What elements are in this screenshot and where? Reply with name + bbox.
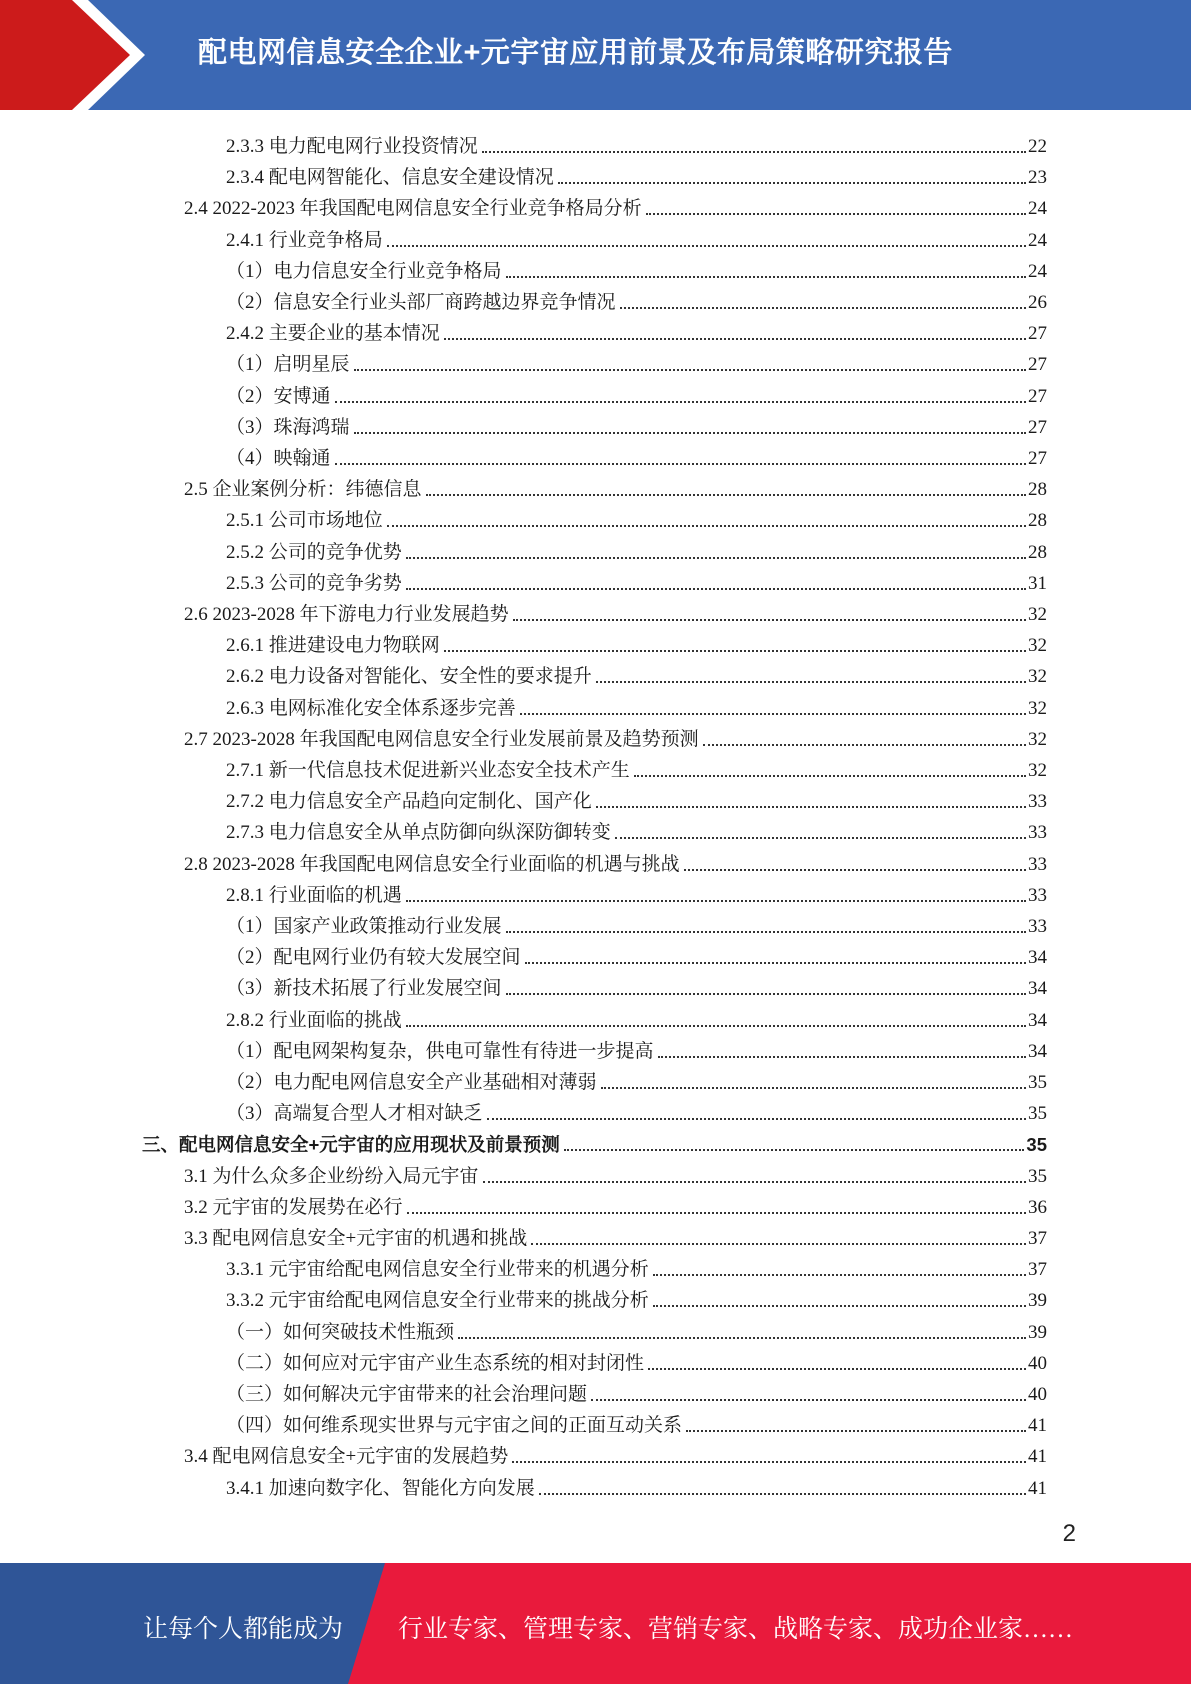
toc-leader-dots [487,1118,1026,1120]
toc-entry-page: 32 [1028,635,1047,657]
toc-entry[interactable] [184,1157,1047,1188]
toc-entry[interactable] [226,907,1047,938]
toc-entry-page: 35 [1028,1072,1047,1093]
toc-entry-title: （三）如何解决元宇宙带来的社会治理问题 [226,1384,588,1405]
toc-entry[interactable] [142,1125,1047,1156]
toc-leader-dots [615,837,1026,839]
toc-entry-page: 27 [1028,448,1047,469]
toc-entry-title: 2.8.1 行业面临的机遇 [226,884,402,906]
toc-entry[interactable] [226,657,1047,688]
toc-entry-title: 2.3.3 电力配电网行业投资情况 [226,136,478,157]
toc-entry[interactable] [184,1219,1047,1250]
toc-entry[interactable] [226,564,1047,595]
toc-entry[interactable] [226,1344,1047,1375]
toc-entry[interactable] [226,626,1047,657]
toc-leader-dots [525,962,1026,964]
toc-leader-dots [506,931,1026,933]
toc-entry-title: 3.3 配电网信息安全+元宇宙的机遇和挑战 [184,1228,528,1249]
toc-entry-title: 2.5.2 公司的竞争优势 [226,541,402,563]
toc-entry-page: 24 [1028,198,1047,220]
toc-leader-dots [483,1181,1026,1183]
toc-entry-page: 32 [1028,760,1047,781]
toc-entry[interactable] [226,1001,1047,1032]
toc-entry-title: （1）启明星辰 [226,354,350,376]
toc-entry[interactable] [226,127,1047,158]
toc-entry-title: 3.4.1 加速向数字化、智能化方向发展 [226,1477,535,1499]
toc-leader-dots [444,338,1026,340]
toc-entry-page: 33 [1028,822,1047,844]
toc-entry[interactable] [226,1313,1047,1344]
toc-entry-page: 28 [1028,510,1047,532]
toc-entry-title: （二）如何应对元宇宙产业生态系统的相对封闭性 [226,1352,645,1374]
toc-entry-title: 2.4.1 行业竞争格局 [226,229,383,251]
toc-entry[interactable] [184,845,1047,876]
toc-entry[interactable] [226,1250,1047,1281]
toc-leader-dots [646,213,1026,215]
toc-leader-dots [703,744,1026,746]
toc-entry-page: 33 [1028,884,1047,906]
toc-entry-title: 2.7 2023-2028 年我国配电网信息安全行业发展前景及趋势预测 [184,728,699,750]
toc-entry[interactable] [226,314,1047,345]
toc-entry[interactable] [184,470,1047,501]
toc-leader-dots [506,993,1026,995]
toc-entry-page: 41 [1028,1477,1047,1499]
toc-entry-title: （1）电力信息安全行业竞争格局 [226,260,502,282]
toc-entry-page: 32 [1028,728,1047,750]
toc-leader-dots [531,1243,1026,1245]
footer-slogan-right: 行业专家、管理专家、营销专家、战略专家、成功企业家…… [398,1616,1074,1643]
toc-leader-dots [406,900,1026,902]
footer-slogan-left: 让每个人都能成为 [143,1616,344,1643]
toc-entry-page: 24 [1028,229,1047,251]
report-footer [0,1563,1191,1684]
toc-entry-title: 2.8 2023-2028 年我国配电网信息安全行业面临的机遇与挑战 [184,853,680,875]
toc-entry-page: 40 [1028,1384,1047,1405]
toc-entry-page: 23 [1028,167,1047,189]
toc-entry-title: 3.4 配电网信息安全+元宇宙的发展趋势 [184,1446,509,1468]
toc-leader-dots [658,1056,1026,1058]
toc-entry-page: 40 [1028,1352,1047,1374]
toc-leader-dots [406,557,1026,559]
toc-entry-page: 39 [1028,1290,1047,1312]
toc-entry-page: 27 [1028,323,1047,345]
toc-entry-title: 3.3.2 元宇宙给配电网信息安全行业带来的挑战分析 [226,1290,649,1312]
toc-entry-title: 2.6.3 电网标准化安全体系逐步完善 [226,697,516,719]
toc-leader-dots [444,650,1026,652]
toc-entry[interactable] [226,969,1047,1000]
toc-entry-page: 35 [1026,1134,1047,1156]
toc-leader-dots [354,369,1026,371]
toc-leader-dots [601,1087,1026,1089]
toc-entry-title: 2.7.2 电力信息安全产品趋向定制化、国产化 [226,791,592,813]
toc-leader-dots [506,276,1026,278]
toc-entry-page: 22 [1028,136,1047,157]
toc-leader-dots [407,1212,1026,1214]
toc-entry-page: 28 [1028,479,1047,501]
toc-entry-page: 32 [1028,604,1047,625]
toc-entry-title: （2）安博通 [226,385,331,407]
toc-entry-title: 三、配电网信息安全+元宇宙的应用现状及前景预测 [142,1134,560,1156]
toc-entry-title: （4）映翰通 [226,448,331,469]
toc-leader-dots [354,432,1026,434]
toc-leader-dots [653,1305,1026,1307]
toc-entry-title: 2.6.2 电力设备对智能化、安全性的要求提升 [226,666,592,688]
toc-entry[interactable] [226,252,1047,283]
toc-entry-title: （1）国家产业政策推动行业发展 [226,916,502,937]
toc-entry-page: 26 [1028,292,1047,313]
toc-entry-page: 31 [1028,572,1047,594]
toc-entry[interactable] [226,876,1047,907]
toc-entry-page: 37 [1028,1228,1047,1249]
toc-leader-dots [406,588,1026,590]
toc-leader-dots [596,806,1026,808]
toc-leader-dots [686,1430,1026,1432]
toc-leader-dots [512,1461,1026,1463]
toc-entry-title: 2.5 企业案例分析：纬德信息 [184,479,422,501]
toc-entry-page: 34 [1028,947,1047,969]
toc-entry[interactable] [226,1032,1047,1063]
toc-leader-dots [539,1493,1026,1495]
toc-entry-title: （3）高端复合型人才相对缺乏 [226,1103,483,1125]
toc-entry-page: 34 [1028,1009,1047,1031]
toc-leader-dots [426,494,1026,496]
toc-entry-title: 2.5.3 公司的竞争劣势 [226,572,402,594]
toc-leader-dots [387,525,1026,527]
toc-entry[interactable] [184,1188,1047,1219]
toc-leader-dots [596,681,1026,683]
toc-entry-page: 36 [1028,1196,1047,1218]
toc-entry[interactable] [226,1375,1047,1406]
toc-entry[interactable] [184,1437,1047,1468]
toc-entry-title: 2.3.4 配电网智能化、信息安全建设情况 [226,167,554,189]
toc-entry-page: 35 [1028,1103,1047,1125]
toc-entry[interactable] [226,501,1047,532]
toc-entry[interactable] [226,751,1047,782]
toc-leader-dots [513,619,1026,621]
toc-entry-page: 39 [1028,1321,1047,1343]
toc-leader-dots [564,1149,1025,1151]
toc-entry-title: （3）珠海鸿瑞 [226,416,350,438]
toc-entry-title: （一）如何突破技术性瓶颈 [226,1321,455,1343]
toc-leader-dots [335,463,1026,465]
toc-entry-title: （四）如何维系现实世界与元宇宙之间的正面互动关系 [226,1415,683,1437]
toc-entry[interactable] [226,377,1047,408]
toc-entry-page: 41 [1028,1415,1047,1437]
toc-entry-title: 2.5.1 公司市场地位 [226,510,383,532]
toc-entry[interactable] [184,189,1047,220]
toc-entry[interactable] [226,408,1047,439]
toc-entry[interactable] [226,439,1047,470]
toc-entry-title: 2.7.3 电力信息安全从单点防御向纵深防御转变 [226,822,611,844]
toc-entry[interactable] [226,345,1047,376]
toc-leader-dots [406,1025,1026,1027]
toc-entry-title: （1）配电网架构复杂，供电可靠性有待进一步提高 [226,1040,654,1062]
toc-leader-dots [648,1368,1026,1370]
toc-entry[interactable] [226,1063,1047,1094]
toc-entry-title: 2.6 2023-2028 年下游电力行业发展趋势 [184,604,509,625]
toc-entry[interactable] [226,689,1047,720]
toc-entry[interactable] [226,1094,1047,1125]
toc-entry-page: 34 [1028,978,1047,1000]
toc-entry-page: 27 [1028,385,1047,407]
toc-entry-title: （2）配电网行业仍有较大发展空间 [226,947,521,969]
toc-leader-dots [458,1337,1026,1339]
toc-entry[interactable] [226,1406,1047,1437]
toc-entry-title: 2.4.2 主要企业的基本情况 [226,323,440,345]
toc-entry-page: 32 [1028,666,1047,688]
toc-entry-page: 33 [1028,791,1047,813]
header-arrow-decoration [0,0,160,110]
toc-entry-page: 34 [1028,1040,1047,1062]
toc-entry[interactable] [226,1469,1047,1500]
report-header [0,0,1191,110]
toc-leader-dots [387,245,1026,247]
toc-entry[interactable] [226,221,1047,252]
toc-entry-title: 2.8.2 行业面临的挑战 [226,1009,402,1031]
toc-leader-dots [335,401,1026,403]
toc-entry[interactable] [226,813,1047,844]
toc-entry-page: 24 [1028,260,1047,282]
toc-entry-page: 33 [1028,916,1047,937]
toc-entry-title: 3.1 为什么众多企业纷纷入局元宇宙 [184,1165,479,1187]
toc-leader-dots [684,869,1026,871]
toc-entry-title: 3.3.1 元宇宙给配电网信息安全行业带来的机遇分析 [226,1259,649,1281]
toc-leader-dots [653,1274,1026,1276]
toc-entry-title: （2）电力配电网信息安全产业基础相对薄弱 [226,1072,597,1093]
toc-entry-title: （3）新技术拓展了行业发展空间 [226,978,502,1000]
toc-leader-dots [620,307,1026,309]
toc-entry-title: （2）信息安全行业头部厂商跨越边界竞争情况 [226,292,616,313]
toc-entry-title: 2.7.1 新一代信息技术促进新兴业态安全技术产生 [226,760,630,781]
toc-entry-page: 28 [1028,541,1047,563]
toc-entry[interactable] [226,283,1047,314]
toc-entry-page: 27 [1028,354,1047,376]
toc-entry-title: 2.6.1 推进建设电力物联网 [226,635,440,657]
toc-entry-page: 41 [1028,1446,1047,1468]
toc-entry[interactable] [184,720,1047,751]
toc-entry[interactable] [226,533,1047,564]
toc-leader-dots [482,151,1026,153]
report-title: 配电网信息安全企业+元宇宙应用前景及布局策略研究报告 [198,37,953,69]
toc-entry-page: 32 [1028,697,1047,719]
toc-entry-page: 37 [1028,1259,1047,1281]
toc-entry[interactable] [226,158,1047,189]
toc-entry-title: 3.2 元宇宙的发展势在必行 [184,1196,403,1218]
toc-leader-dots [558,182,1026,184]
toc-entry-page: 35 [1028,1165,1047,1187]
toc-entry[interactable] [226,782,1047,813]
toc-leader-dots [520,713,1026,715]
toc-leader-dots [634,775,1026,777]
toc-entry[interactable] [226,1281,1047,1312]
page-number: 2 [1062,1520,1076,1547]
toc-entry-title: 2.4 2022-2023 年我国配电网信息安全行业竞争格局分析 [184,198,642,220]
toc-entry-page: 33 [1028,853,1047,875]
toc-entry[interactable] [184,595,1047,626]
toc-entry-page: 27 [1028,416,1047,438]
toc-entry[interactable] [226,938,1047,969]
toc-leader-dots [591,1399,1026,1401]
